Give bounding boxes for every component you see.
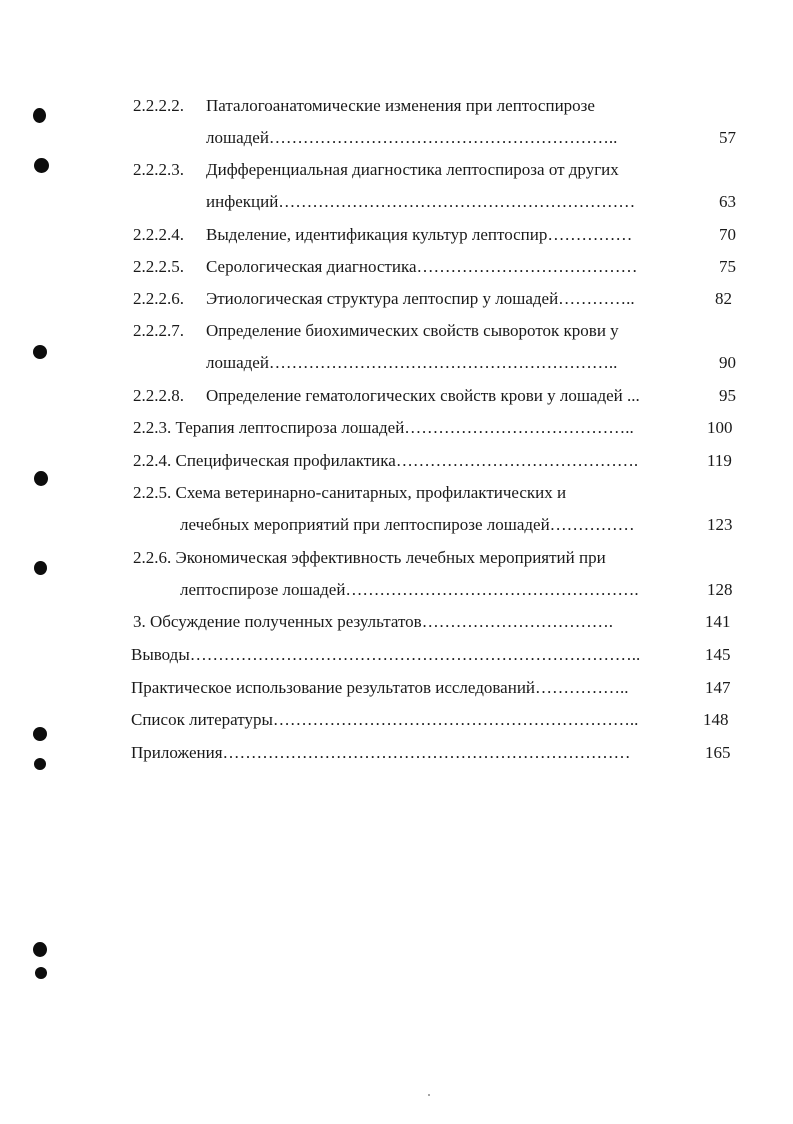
toc-entry-page: 141 (705, 612, 731, 631)
toc-entry-title: Определение гематологических свойств крови у лошадей ... (206, 386, 640, 405)
toc-entry-title: 2.2.6. Экономическая эффективность лечебных мероприятий при (133, 548, 606, 567)
toc-entry-title-cont: инфекций……………………………………………………… (206, 192, 636, 211)
toc-entry-page: 128 (707, 580, 733, 599)
toc-entry-page: 75 (719, 257, 736, 276)
toc-entry-number: 2.2.2.3. (133, 160, 184, 179)
toc-entry-title-cont: лептоспирозе лошадей……………………………………………. (180, 580, 639, 599)
toc-entry-page: 82 (715, 289, 732, 308)
toc-entry-title: Выводы…………………………………………………………………….. (131, 645, 641, 664)
toc-entry-number: 2.2.2.4. (133, 225, 184, 244)
toc-entry-number: 2.2.2.7. (133, 321, 184, 340)
toc-entry-title: 2.2.5. Схема ветеринарно-санитарных, профилактических и (133, 483, 567, 502)
punch-hole-mark (35, 967, 47, 979)
punch-hole-mark (34, 471, 48, 486)
punch-hole-mark (34, 758, 46, 770)
toc-entry-number: 2.2.2.8. (133, 386, 184, 405)
toc-entry-page: 57 (719, 128, 736, 147)
punch-hole-mark (33, 345, 47, 359)
toc-entry-number: 2.2.2.2. (133, 96, 184, 115)
toc-entry-title: 2.2.4. Специфическая профилактика……………………………………. (133, 451, 639, 470)
toc-entry-number: 2.2.2.6. (133, 289, 184, 308)
toc-entry-page: 63 (719, 192, 736, 211)
toc-entry-title-cont: лошадей…………………………………………………….. (206, 353, 618, 372)
toc-entry-title: Приложения……………………………………………………………… (131, 743, 631, 762)
toc-entry-title: Определение биохимических свойств сывороток крови у (206, 321, 619, 340)
toc-entry-title: Список литературы……………………………………………………….. (131, 710, 639, 729)
toc-entry-title: 2.2.3. Терапия лептоспироза лошадей………………………………….. (133, 418, 634, 437)
toc-entry-page: 95 (719, 386, 736, 405)
toc-entry-title: Паталогоанатомические изменения при лептоспирозе (206, 96, 595, 115)
toc-entry-page: 100 (707, 418, 733, 437)
toc-entry-title: Практическое использование результатов исследований…………….. (131, 678, 629, 697)
toc-entry-title: Этиологическая структура лептоспир у лошадей………….. (206, 289, 635, 308)
toc-entry-title: Дифференциальная диагностика лептоспироза от других (206, 160, 619, 179)
toc-entry-page: 145 (705, 645, 731, 664)
toc-entry-title: Выделение, идентификация культур лептоспир…………… (206, 225, 633, 244)
toc-entry-number: 2.2.2.5. (133, 257, 184, 276)
toc-entry-page: 147 (705, 678, 731, 697)
toc-entry-page: 90 (719, 353, 736, 372)
toc-entry-title-cont: лошадей…………………………………………………….. (206, 128, 618, 147)
punch-hole-mark (33, 727, 47, 741)
toc-entry-page: 148 (703, 710, 729, 729)
toc-entry-page: 70 (719, 225, 736, 244)
punch-hole-mark (33, 108, 46, 123)
toc-entry-title-cont: лечебных мероприятий при лептоспирозе лошадей…………… (180, 515, 635, 534)
punch-hole-mark (33, 942, 47, 957)
scan-speck (428, 1094, 430, 1096)
toc-entry-page: 123 (707, 515, 733, 534)
toc-entry-title: Серологическая диагностика………………………………… (206, 257, 638, 276)
punch-hole-mark (34, 561, 47, 575)
toc-entry-page: 165 (705, 743, 731, 762)
toc-entry-title: 3. Обсуждение полученных результатов……………………………. (133, 612, 613, 631)
punch-hole-mark (34, 158, 49, 173)
toc-entry-page: 119 (707, 451, 732, 470)
